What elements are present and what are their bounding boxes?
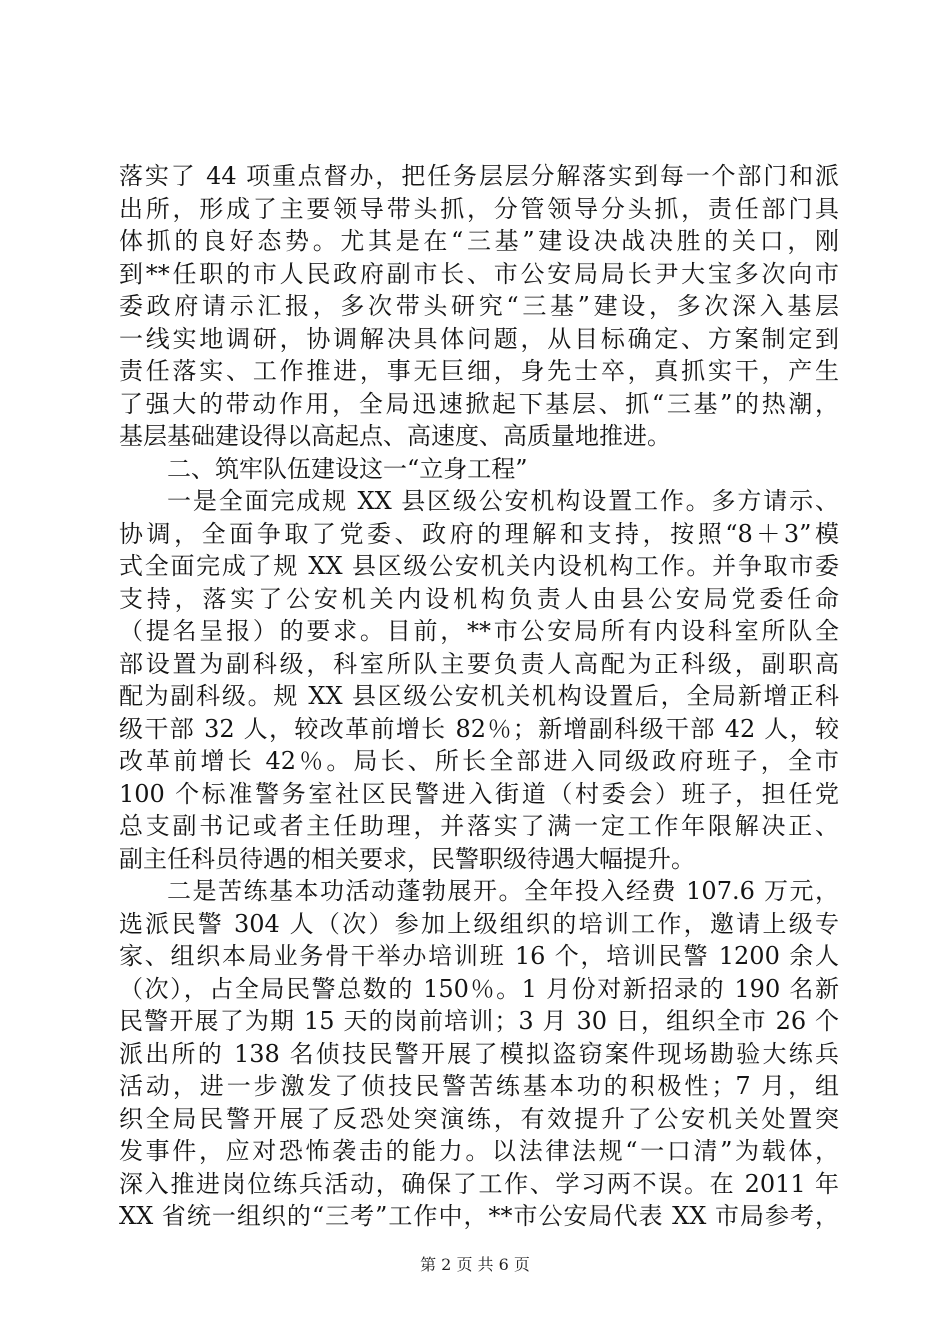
text-line: 活动，进一步激发了侦技民警苦练基本功的积极性；7 月，组: [119, 1072, 839, 1100]
text-line: 到**任职的市人民政府副市长、市公安局局长尹大宝多次向市: [119, 259, 839, 288]
text-line: 总支副书记或者主任助理，并落实了满一定工作年限解决正、: [119, 812, 839, 840]
text-line: 织全局民警开展了反恐处突演练，有效提升了公安机关处置突: [119, 1104, 839, 1133]
text-line: 协调，全面争取了党委、政府的理解和支持，按照“8＋3”模: [119, 519, 839, 548]
paragraph: [119, 485, 839, 875]
text-line: 出所，形成了主要领导带头抓，分管领导分头抓，责任部门具: [119, 194, 839, 223]
text-line: 级干部 32 人，较改革前增长 82％；新增副科级干部 42 人，较: [119, 714, 839, 743]
text-line: （次），占全局民警总数的 150％。1 月份对新招录的 190 名新: [119, 974, 839, 1003]
text-line: 式全面完成了规 XX 县区级公安机关内设机构工作。并争取市委: [119, 552, 839, 580]
text-line: 部设置为副科级，科室所队主要负责人高配为正科级，副职高: [119, 649, 839, 678]
text-line: 支持，落实了公安机关内设机构负责人由县公安局党委任命: [119, 584, 839, 613]
document-body: [119, 160, 839, 1233]
text-line: 100 个标准警务室社区民警进入街道（村委会）班子，担任党: [119, 779, 839, 808]
text-line: 责任落实、工作推进，事无巨细，身先士卒，真抓实干，产生: [119, 357, 839, 385]
text-line: 选派民警 304 人（次）参加上级组织的培训工作，邀请上级专: [119, 909, 839, 938]
paragraph: [119, 875, 839, 1233]
text-line: 基层基础建设得以高起点、高速度、高质量地推进。: [119, 422, 671, 450]
paragraph: [119, 160, 839, 453]
text-line: 二是苦练基本功活动蓬勃展开。全年投入经费 107.6 万元，: [167, 877, 839, 905]
text-line: XX 省统一组织的“三考”工作中，**市公安局代表 XX 市局参考，: [119, 1202, 839, 1230]
text-line: 深入推进岗位练兵活动，确保了工作、学习两不误。在 2011 年: [119, 1169, 839, 1198]
text-line: 一线实地调研，协调解决具体问题，从目标确定、方案制定到: [119, 324, 839, 353]
text-line: 改革前增长 42％。局长、所长全部进入同级政府班子，全市: [119, 747, 839, 775]
text-line: 配为副科级。规 XX 县区级公安机关机构设置后，全局新增正科: [119, 682, 839, 710]
text-line: （提名呈报）的要求。目前，**市公安局所有内设科室所队全: [119, 617, 839, 645]
page-footer: [0, 1255, 950, 1275]
text-line: 民警开展了为期 15 天的岗前培训；3 月 30 日，组织全市 26 个: [119, 1007, 839, 1035]
text-line: 家、组织本局业务骨干举办培训班 16 个，培训民警 1200 余人: [119, 942, 839, 970]
text-line: 副主任科员待遇的相关要求，民警职级待遇大幅提升。: [119, 844, 695, 873]
text-line: 发事件，应对恐怖袭击的能力。以法律法规“一口清”为载体，: [119, 1137, 839, 1165]
text-line: 派出所的 138 名侦技民警开展了模拟盗窃案件现场勘验大练兵: [119, 1039, 839, 1068]
text-line: 委政府请示汇报，多次带头研究“三基”建设，多次深入基层: [119, 292, 839, 320]
text-line: 体抓的良好态势。尤其是在“三基”建设决战决胜的关口，刚: [119, 227, 839, 255]
text-line: 落实了 44 项重点督办，把任务层层分解落实到每一个部门和派: [119, 162, 839, 190]
text-line: 了强大的带动作用，全局迅速掀起下基层、抓“三基”的热潮，: [119, 389, 839, 418]
page-number: 第 2 页 共 6 页: [420, 1255, 530, 1274]
text-line: 一是全面完成规 XX 县区级公安机构设置工作。多方请示、: [167, 487, 839, 515]
section-heading: 二、筑牢队伍建设这一“立身工程”: [167, 454, 528, 483]
